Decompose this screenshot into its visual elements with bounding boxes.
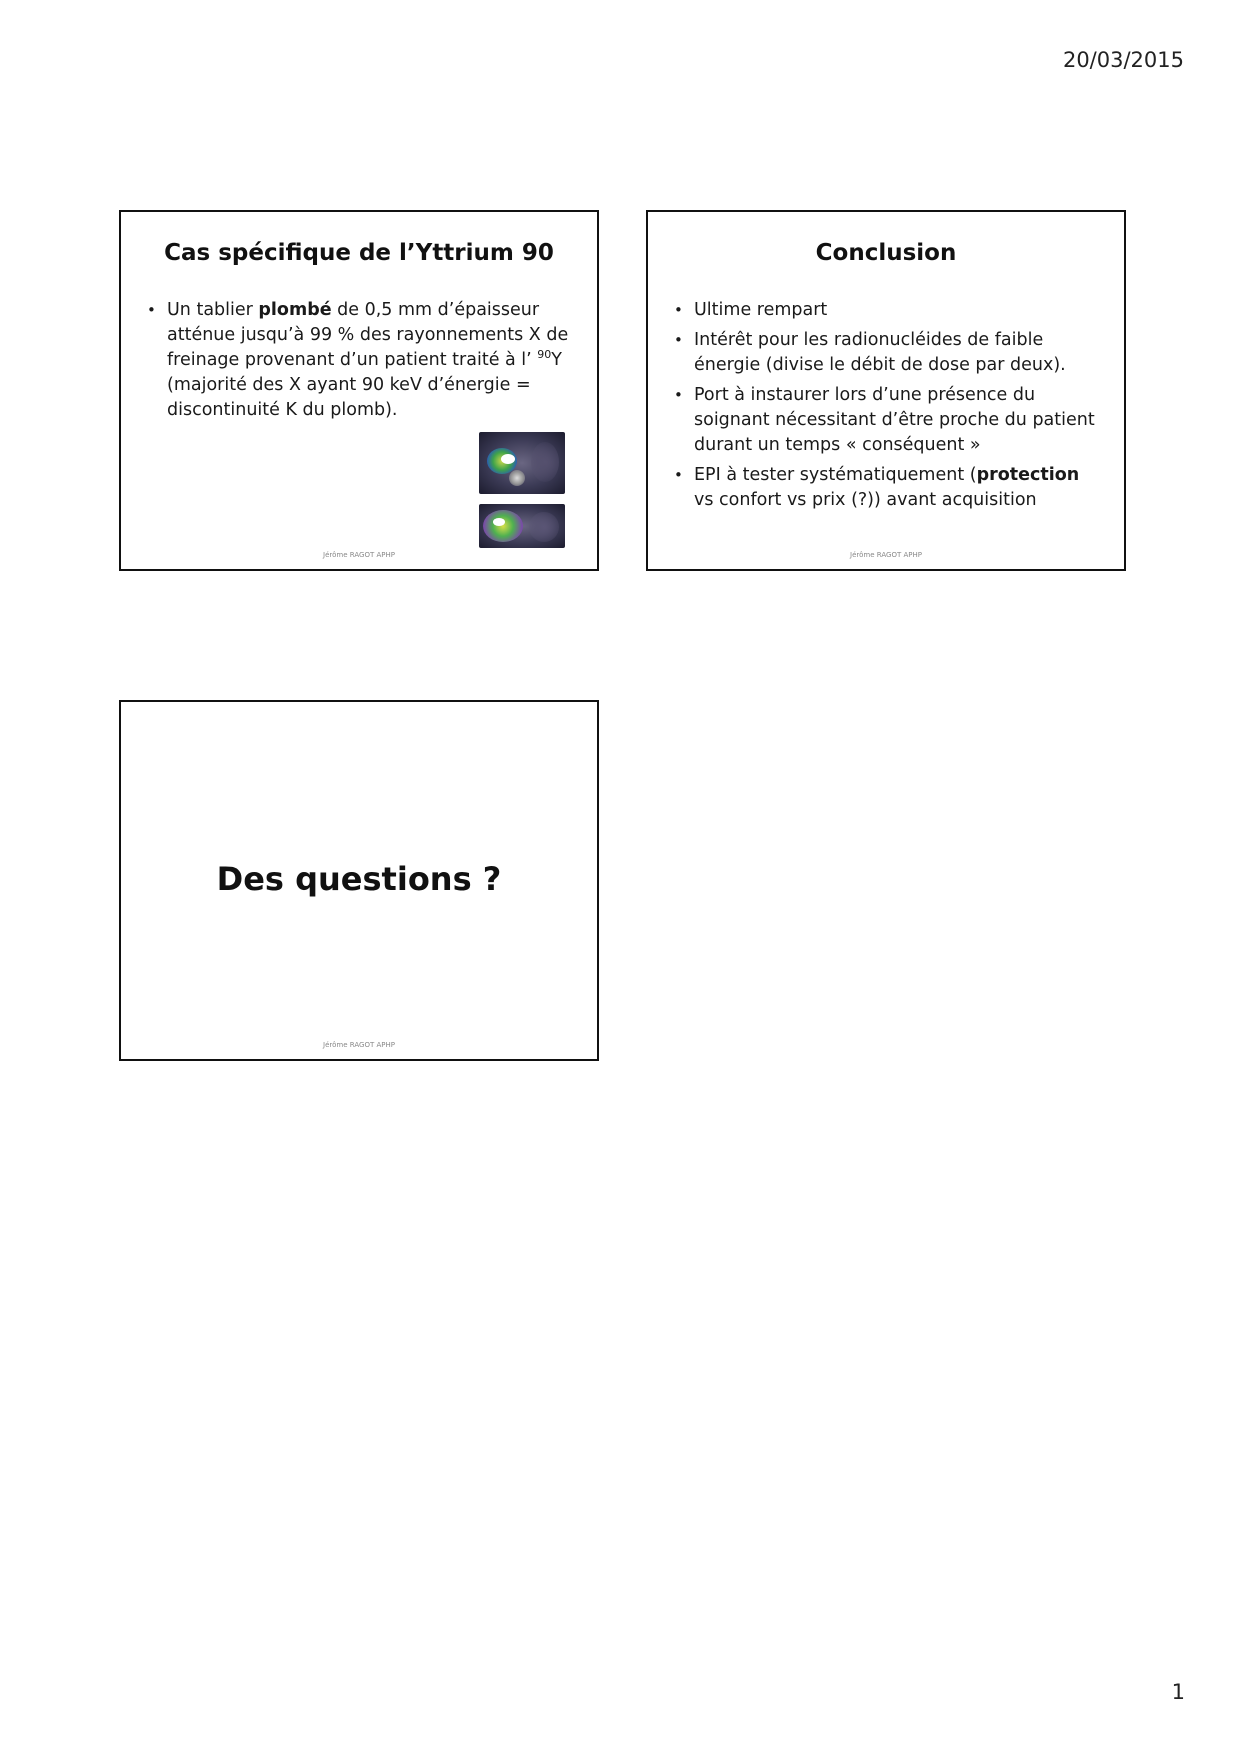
list-item: • Ultime rempart [672, 298, 1102, 323]
emphasis-text: protection [976, 465, 1080, 485]
bullet-icon: • [674, 331, 683, 349]
isotope-superscript: 90 [537, 348, 552, 362]
list-item: • Intérêt pour les radionucléides de faible énergie (divise le débit de dose par deux). [674, 330, 1066, 375]
slide-footer: Jérôme RAGOT APHP [323, 1041, 395, 1049]
spect-ct-scan-image [479, 504, 565, 548]
bullet-list [672, 298, 1102, 518]
slide-title: Des questions ? [216, 860, 502, 898]
slide-questions [119, 700, 599, 1061]
bullet-icon: • [147, 301, 156, 319]
list-item: • Un tablier plombé de 0,5 mm d’épaisseur atténue jusqu’à 99 % des rayonnements X de freinage provenant d’un patient traité à l’ $^{90}$Y (majorité des X ayant 90 keV d’énergie = discontinuité K du plomb). [147, 300, 569, 420]
slide-yttrium [119, 210, 599, 571]
page-date: 20/03/2015 [1062, 48, 1184, 72]
page-number: 1 [1171, 1680, 1185, 1704]
bullet-list [145, 298, 569, 428]
slide-footer: Jérôme RAGOT APHP [323, 551, 395, 559]
slide-conclusion [646, 210, 1126, 571]
bullet-icon: • [674, 386, 683, 404]
list-item: • Port à instaurer lors d’une présence du soignant nécessitant d’être proche du patient durant un temps « conséquent » [674, 385, 1095, 455]
slide-title: Conclusion [815, 240, 957, 266]
spect-ct-scan-image [479, 432, 565, 494]
bullet-icon: • [674, 301, 683, 319]
list-item: • EPI à tester systématiquement (protection vs confort vs prix (?)) avant acquisition [674, 465, 1080, 510]
bullet-icon: • [674, 466, 683, 484]
slide-footer: Jérôme RAGOT APHP [850, 551, 922, 559]
slide-title: Cas spécifique de l’Yttrium 90 [164, 240, 554, 266]
emphasis-text: plombé [258, 300, 332, 320]
